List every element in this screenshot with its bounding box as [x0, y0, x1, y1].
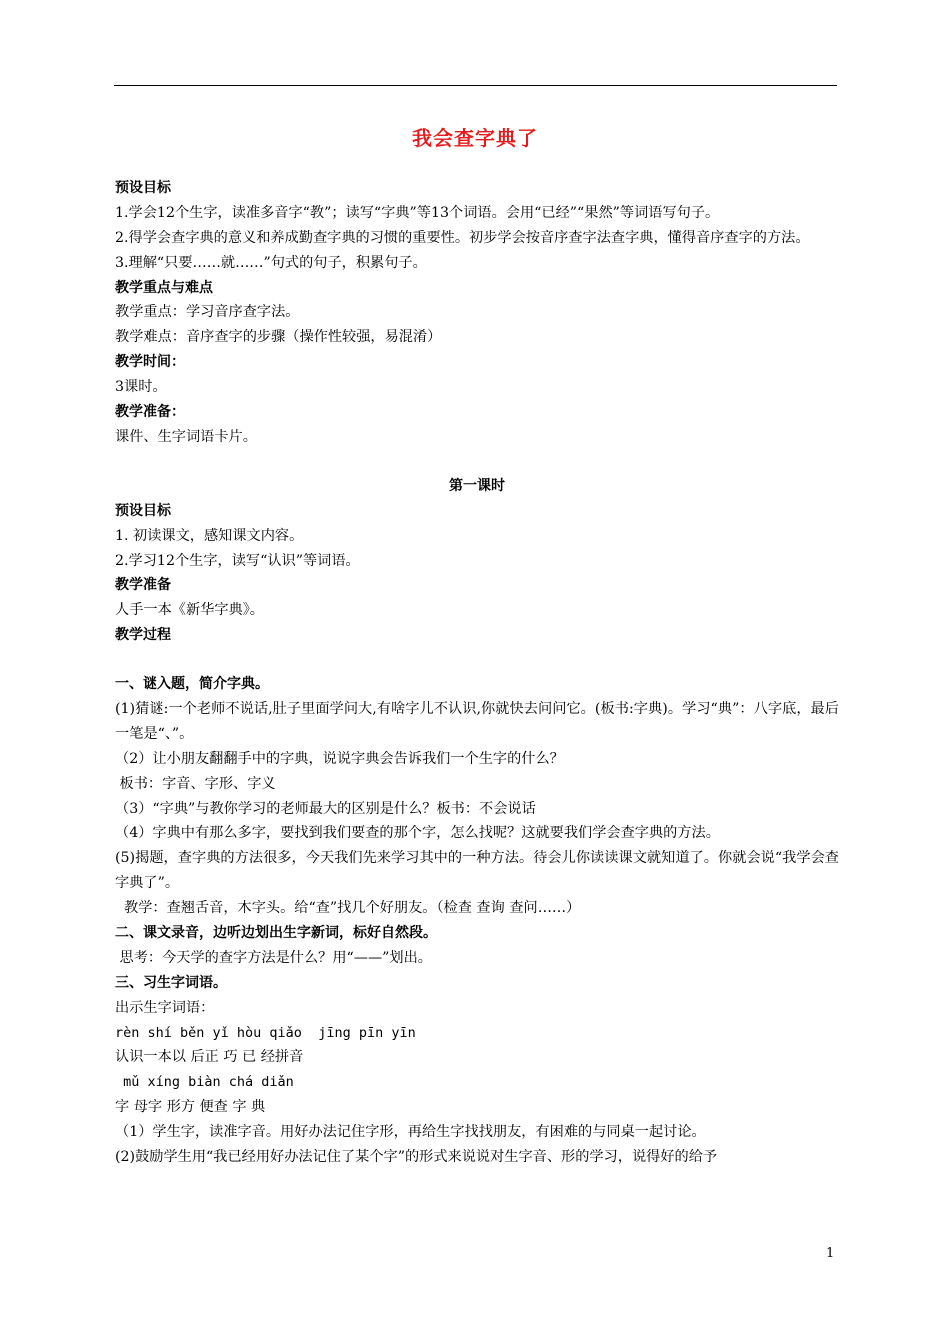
part1-line: （3）“字典”与教你学习的老师最大的区别是什么？板书：不会说话 — [115, 800, 536, 817]
spacer — [115, 450, 839, 474]
part1-line: （2）让小朋友翻翻手中的字典，说说字典会告诉我们一个生字的什么？ — [115, 750, 564, 767]
goal-item: 3.理解“只要……就……”句式的句子，积累句子。 — [115, 254, 427, 271]
part1-heading: 一、谜入题，简介字典。 — [115, 676, 269, 693]
page-title: 我会查字典了 — [412, 126, 538, 150]
part3-heading: 三、习生字词语。 — [115, 974, 227, 991]
prep-heading: 教学准备： — [115, 404, 185, 421]
lesson-goals-heading: 预设目标 — [115, 502, 171, 519]
spacer — [115, 648, 839, 672]
lesson-prep-value: 人手一本《新华字典》。 — [115, 602, 264, 619]
part3-show: 出示生字词语： — [115, 999, 215, 1016]
pinyin-row: rèn shí běn yǐ hòu qiǎo jīng pīn yīn — [115, 1024, 416, 1041]
lesson-goal-item: 2.学习12个生字，读写“认识”等词语。 — [115, 552, 360, 569]
page-number: 1 — [826, 1246, 835, 1261]
goal-item: 1.学会12个生字，读准多音字“教”；读写“字典”等13个词语。会用“已经”“果然”等词语写句子。 — [115, 204, 720, 221]
part1-line: 教学：查翘舌音，木字头。给“查”找几个好朋友。（检查 查询 查问……） — [115, 900, 581, 917]
part1-line: (1)猜谜:一个老师不说话,肚子里面学问大,有啥字儿不认识,你就快去问问它。(板书:字典)。学习“典”：八字底，最后一笔是“、”。 — [115, 700, 839, 742]
words-row: 认识一本以 后正 巧 已 经拼音 — [115, 1049, 304, 1066]
part3-line: （1）学生字，读准字音。用好办法记住字形，再给生字找找朋友，有困难的与同桌一起讨论。 — [115, 1124, 706, 1141]
header-rule — [114, 85, 837, 86]
part1-line: （4）字典中有那么多字，要找到我们要查的那个字，怎么找呢？这就要我们学会查字典的方法。 — [115, 825, 720, 842]
part1-line: 板书：字音、字形、字义 — [115, 775, 276, 792]
part2-line: 思考：今天学的查字方法是什么？用“——”划出。 — [115, 949, 432, 966]
part1-line: (5)揭题，查字典的方法很多，今天我们先来学习其中的一种方法。待会儿你读读课文就知道了。你就会说“我学会查字典了”。 — [115, 850, 839, 892]
key-difficulty: 教学难点：音序查字的步骤（操作性较强，易混淆） — [115, 329, 442, 346]
goals-heading: 预设目标 — [115, 180, 171, 196]
process-heading: 教学过程 — [115, 627, 171, 644]
lesson-goal-item: 1. 初读课文，感知课文内容。 — [115, 527, 304, 544]
part3-line: (2)鼓励学生用“我已经用好办法记住了某个字”的形式来说说对生字音、形的学习，说得好的给予 — [115, 1149, 718, 1166]
part2-heading: 二、课文录音，边听边划出生字新词，标好自然段。 — [115, 925, 437, 942]
time-value: 3课时。 — [115, 379, 167, 396]
pinyin-row: mǔ xíng biàn chá diǎn — [115, 1074, 294, 1091]
prep-value: 课件、生字词语卡片。 — [115, 428, 257, 445]
lesson-title: 第一课时 — [449, 477, 505, 494]
words-row: 字 母字 形方 便查 字 典 — [115, 1099, 266, 1116]
time-heading: 教学时间： — [115, 354, 185, 371]
lesson-prep-heading: 教学准备 — [115, 577, 171, 594]
goal-item: 2.得学会查字典的意义和养成勤查字典的习惯的重要性。初步学会按音序查字法查字典，懂得音序查字的方法。 — [115, 229, 810, 246]
key-heading: 教学重点与难点 — [115, 279, 213, 296]
document-body — [115, 176, 839, 1170]
key-focus: 教学重点：学习音序查字法。 — [115, 304, 300, 321]
